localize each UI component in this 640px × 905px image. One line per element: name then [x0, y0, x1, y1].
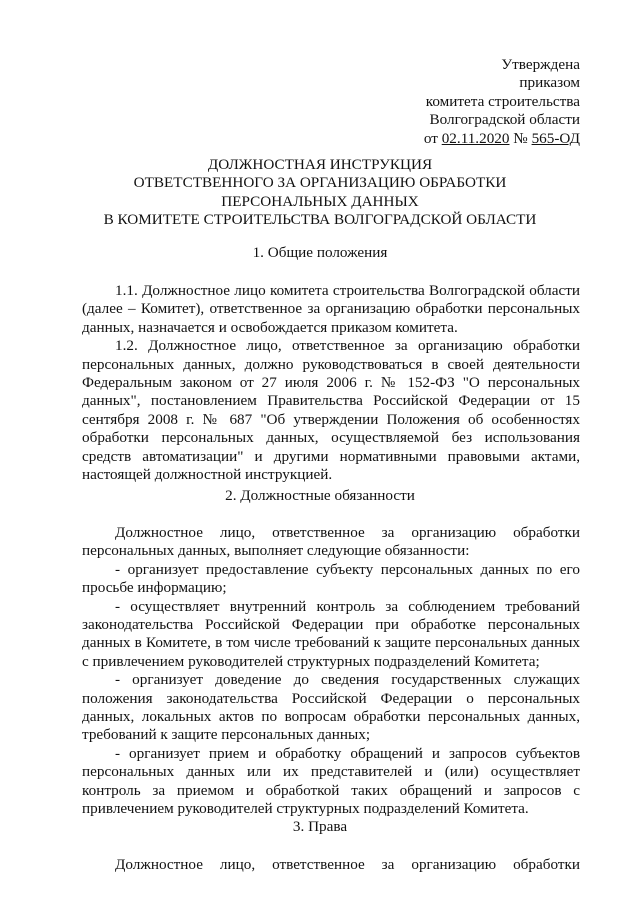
section-body-rights — [82, 856, 580, 874]
order-date: 02.11.2020 — [441, 129, 510, 147]
paragraph: Должностное лицо, ответственное за организацию обработки — [115, 856, 580, 873]
paragraph: 1.1. Должностное лицо комитета строительства Волгоградской области (далее – Комитет), ответственное за организацию обработки персональных данных, назначается и освобождается приказом комитета. — [82, 282, 580, 336]
section-heading-duties: 2. Должностные обязанности — [225, 487, 415, 504]
approval-line: приказом — [519, 74, 580, 92]
approval-stamp — [400, 56, 580, 148]
section-body-duties — [82, 524, 580, 819]
title-line: ОТВЕТСТВЕННОГО ЗА ОРГАНИЗАЦИЮ ОБРАБОТКИ — [133, 174, 507, 192]
document-title — [60, 156, 580, 230]
list-item: - осуществляет внутренний контроль за соблюдением требований законодательства Российской Федерации при обработке персональных данных в Комитете, в том числе требований к защите персональных данных с привлечением руководителей структурных подразделений Комитета; — [82, 597, 580, 670]
list-item: - организует прием и обработку обращений и запросов субъектов персональных данных или их представителей и (или) осуществляет контроль за приемом и обработкой таких обращений и запросов с привлечением руководителей структурных подразделений Комитета. — [82, 744, 580, 818]
title-line: В КОМИТЕТЕ СТРОИТЕЛЬСТВА ВОЛГОГРАДСКОЙ ОБЛАСТИ — [103, 211, 537, 229]
section-heading-rights: 3. Права — [292, 818, 348, 835]
approval-line: Утверждена — [501, 56, 580, 73]
paragraph: Должностное лицо, ответственное за организацию обработки персональных данных, выполняет следующие обязанности: — [82, 524, 580, 560]
date-prefix: от — [423, 129, 442, 147]
approval-line: Волгоградской области — [429, 111, 580, 129]
order-number: 565-ОД — [531, 129, 580, 147]
approval-date-line — [400, 130, 580, 148]
section-body-general — [82, 282, 580, 484]
title-line: ДОЛЖНОСТНАЯ ИНСТРУКЦИЯ — [207, 156, 433, 173]
section-heading-general: 1. Общие положения — [252, 244, 388, 261]
title-line: ПЕРСОНАЛЬНЫХ ДАННЫХ — [221, 192, 419, 210]
list-item: - организует доведение до сведения государственных служащих положения законодательства Российской Федерации о персональных данных, локальных актов по вопросам обработки персональных данных, требований к защите персональных данных; — [82, 671, 580, 744]
approval-line: комитета строительства — [425, 92, 580, 110]
number-prefix: № — [509, 129, 532, 147]
list-item: - организует предоставление субъекту персональных данных по его просьбе информацию; — [82, 560, 580, 597]
paragraph: 1.2. Должностное лицо, ответственное за организацию обработки персональных данных, должно руководствоваться в своей деятельности Федеральным законом от 27 июля 2006 г. № 152-ФЗ "О персональных данных", постановлением Правительства Российской Федерации от 15 сентября 2008 г. № 687 "Об утверждении Положения об особенностях обработки персональных данных, осуществляемой без использования средств автоматизации" и другими нормативными правовыми актами, настоящей должностной инструкцией. — [82, 337, 580, 484]
